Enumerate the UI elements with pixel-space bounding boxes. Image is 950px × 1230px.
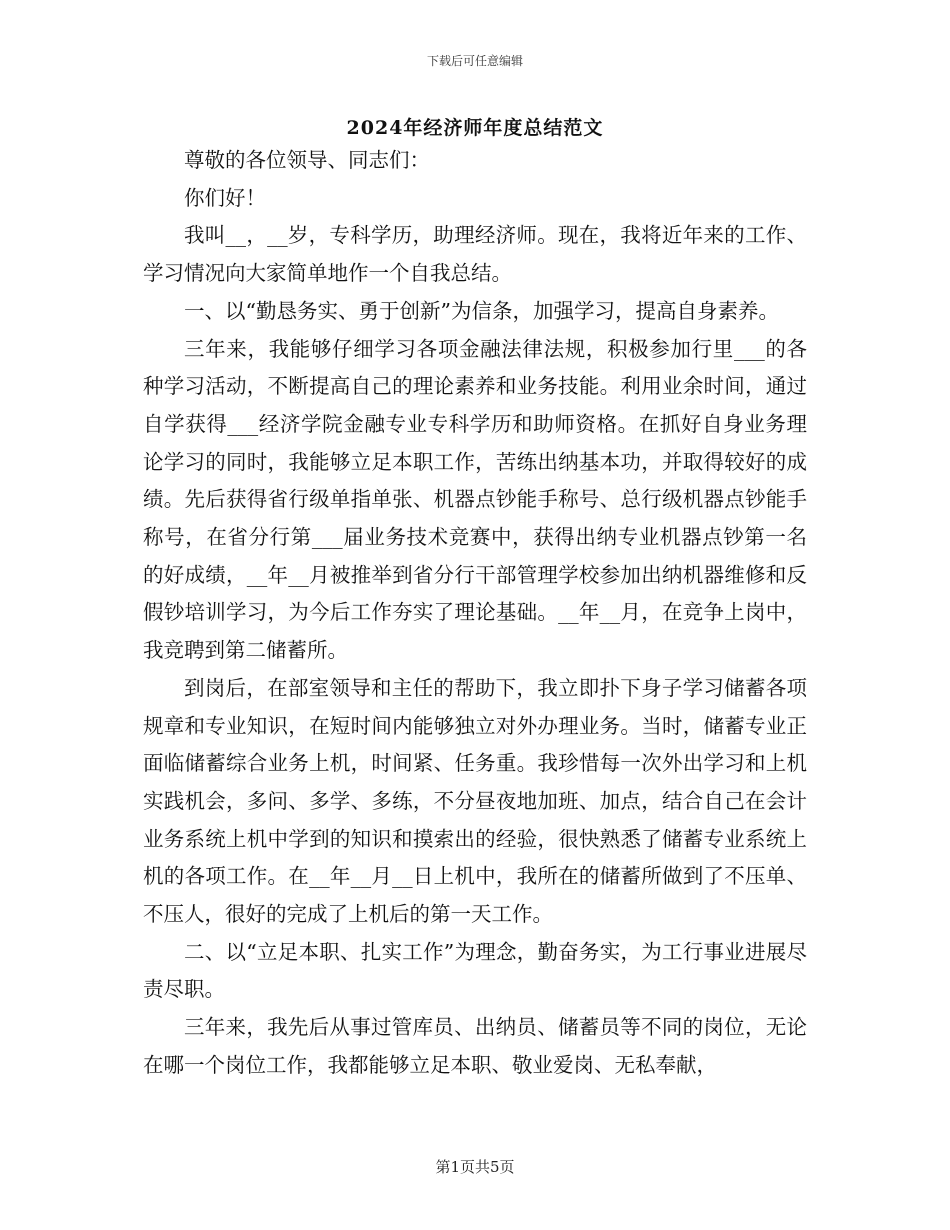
paragraph-section-1-heading: 一、以“勤恳务实、勇于创新”为信条，加强学习，提高自身素养。 xyxy=(184,298,779,323)
paragraph-section-2-heading: 二、以“立足本职、扎实工作”为理念，勤奋务实，为工行事业进展尽责尽职。 xyxy=(143,939,807,1002)
paragraph-intro: 我叫__，__岁，专科学历，助理经济师。现在，我将近年来的工作、学习情况向大家简单地作一个自我总结。 xyxy=(143,223,807,286)
header-note: 下载后可任意编辑 xyxy=(426,54,523,68)
paragraph-salutation: 尊敬的各位领导、同志们： xyxy=(184,148,430,172)
paragraph-section-2-body: 三年来，我先后从事过管库员、出纳员、储蓄员等不同的岗位，无论在哪一个岗位工作，我都能够立足本职、敬业爱岗、无私奉献， xyxy=(143,1015,807,1077)
document-body xyxy=(143,142,807,1085)
page-number-footer: 第1页共5页 xyxy=(435,1158,515,1176)
paragraph-section-1-body-b: 到岗后，在部室领导和主任的帮助下，我立即扑下身子学习储蓄各项规章和专业知识，在短时间内能够独立对外办理业务。当时，储蓄专业正面临储蓄综合业务上机，时间紧、任务重。我珍惜每一次外出学习和上机实践机会，多问、多学、多练，不分昼夜地加班、加点，结合自己在会计业务系统上机中学到的知识和摸索出的经验，很快熟悉了储蓄专业系统上机的各项工作。在__年__月__日上机中，我所在的储蓄所做到了不压单、不压人，很好的完成了上机后的第一天工作。 xyxy=(143,675,807,927)
paragraph-greeting: 你们好！ xyxy=(184,185,266,210)
paragraph-section-1-body-a: 三年来，我能够仔细学习各项金融法律法规，积极参加行里___的各种学习活动，不断提高自己的理论素养和业务技能。利用业余时间，通过自学获得___经济学院金融专业专科学历和助师资格。在抓好自身业务理论学习的同时，我能够立足本职工作，苦练出纳基本功，并取得较好的成绩。先后获得省行级单指单张、机器点钞能手称号、总行级机器点钞能手称号，在省分行第___届业务技术竞赛中，获得出纳专业机器点钞第一名的好成绩，__年__月被推举到省分行干部管理学校参加出纳机器维修和反假钞培训学习，为今后工作夯实了理论基础。__年__月，在竞争上岗中，我竞聘到第二储蓄所。 xyxy=(143,336,807,663)
document-title: 2024年经济师年度总结范文 xyxy=(346,117,604,139)
